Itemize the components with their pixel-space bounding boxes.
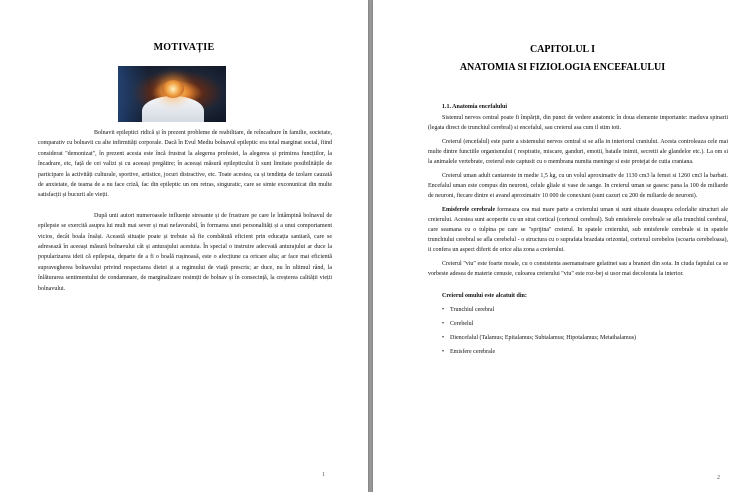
brain-structures-list <box>428 305 728 357</box>
anatomy-paragraph-2: Creierul (encefalul) este parte a sistemului nervos central si se afla in interiorul craniului. Acesta controleaza cele mai multe dintre functiile organismului ( respiratie, miscare, ganduri, emotii, bataile inimii, secretii ale glandelor etc.). La om si la animalele vertebrate, creierul este captusit cu o membrana numita meninge si este protejat de cutia craniana. <box>428 139 728 165</box>
document-page-1 <box>0 0 368 492</box>
page-title-motivatie: MOTIVAȚIE <box>153 42 215 53</box>
page-number: 1 <box>322 472 325 478</box>
section-heading: 1.1. Anatomia encefalului <box>442 104 508 110</box>
anatomy-paragraph-5: Creierul "viu" este foarte moale, cu o consistenta asemanatoare gelatinei sau a branzei din soia. In ciuda faptului ca se vorbeste adesea de materie cenusie, culoarea creierului "viu" este roz-bej si usor mai decolorata la interior. <box>428 261 728 277</box>
chapter-heading: CAPITOLUL I <box>529 44 596 55</box>
bullet-icon: • <box>442 349 445 355</box>
bullet-icon: • <box>442 307 445 313</box>
page-number: 2 <box>717 475 720 481</box>
list-item: • Emisfere cerebrale <box>442 349 496 355</box>
glowing-brain-icon <box>162 80 184 98</box>
motivation-paragraph-2: După unii autori numeroasele influențe stresante și de frustrare pe care le întâmpină bolnavul de epilepsie se exercită asupra lui mult mai sever și mai nefavorabil, în formarea unei personalități și a unui comportament vicios, decât boala însăși. Această situație poate și trebuie să fie combătută eficient prin educația sanitară, care se adresează în aceeași măsură bolnavului cât și anturajului acestuia. În special o instruire adecvată anturajului ar duce la popularizarea ideii că epilepsia, departe de a fi o boală rușinoasă, este o afecțiune ca oricare alta; ar face mai eficientă supravegherea bolnavului privind respectarea dietei și a regimului de viață prescris; ar duce, nu în ultimul rând, la înlăturarea sentimentului de condamnare, de marginalizare resimțit de bolnav și în consecință, la creșterea calității vieții bolnavului. <box>38 212 332 292</box>
anatomy-paragraph-4 <box>428 205 728 255</box>
emisfere-term: Emisferele cerebrale <box>442 207 496 213</box>
motivation-body <box>38 128 332 294</box>
chapter-subtitle: ANATOMIA SI FIZIOLOGIA ENCEFALULUI <box>459 62 666 73</box>
list-item: • Trunchiul cerebral <box>442 307 495 313</box>
list-item: • Cerebelul <box>442 321 474 327</box>
anatomy-paragraph-1: Sistemul nervos central poate fi împărțit, din punct de vedere anatomic în doua elemente importante: maduva spinarii (legata direct de trunchiul cerebral) si encefalul, sau creierul asa cum il stim toti. <box>428 115 728 131</box>
motivation-paragraph-1: Bolnavii epileptici ridică și în prezent probleme de reabilitare, de reîncadrare în familie, societate, comparativ cu bolnavii cu alte infirmități corporale. Dacă în Evul Mediu bolnavul epileptic era total marginat social, fiind considerat "demonizat", în prezent acesta este încă frustrat la alegerea profesiei, la alegerea și primirea funcțiilor, la încadrare, etc, față de cei valizi și cu aceeași pregătire; în aceeași măsură epilepticului îi sunt limitate posibilitățile de participare la activități culturale, sportive, artistice, jocuri distractive, etc. Toate acestea, ca și tendința de izolare cauzată de anxietate, de teama de a nu face criză, fac din epileptic un om retras, singuratic, care se simte exconunicat din multe satisfacții și bucurii ale vieții. <box>38 130 332 199</box>
document-page-2 <box>373 0 752 492</box>
anatomy-body <box>428 102 728 361</box>
structures-list-title: Creierul omului este alcatuit din: <box>442 293 527 299</box>
gloved-hand-image <box>142 96 204 122</box>
list-item: • Diencefalul (Talamus; Epitalamus; Subtalamus; Hipotalamus; Metathalamus) <box>442 335 637 341</box>
bullet-icon: • <box>442 335 445 341</box>
brain-photo <box>118 66 226 122</box>
anatomy-paragraph-3: Creierul uman adult cantareste in medie 1,5 kg, cu un volul aproximativ de 1130 cm3 la femei si 1260 cm3 la barbati. Encefalul uman este compus din neuroni, celule gliale si vase de sange. In creierul uman se gasesc pana la 100 de miliarde de neuroni, fiecare dintre ei avand aproximativ 10 000 de conexiuni (sunt cazuri cu 200 de miliarde de neuroni). <box>428 173 728 199</box>
bullet-icon: • <box>442 321 445 327</box>
anatomy-paragraph-4-text: formeaza cea mai mare parte a creierului uman si sunt situate deasupra celorlalte structuri ale creierului. Acestea sunt acoperite cu un strat cortical (cortexul cerebral). Sub emisferele cerebrale se afla trunchiul cerebral, care seamana cu o tulpina pe care se "sprijina" creierul. In spatele creierului, sub emisferele cerebrale si in spatele trunchiului cerebral se afla cerebelul - o structura cu o suprafata brazdata orizontal, cortexul cerebelos (scoarta cerebeloasa), ii confera un aspect diferit de orice alta zona a creierului. <box>428 207 728 253</box>
